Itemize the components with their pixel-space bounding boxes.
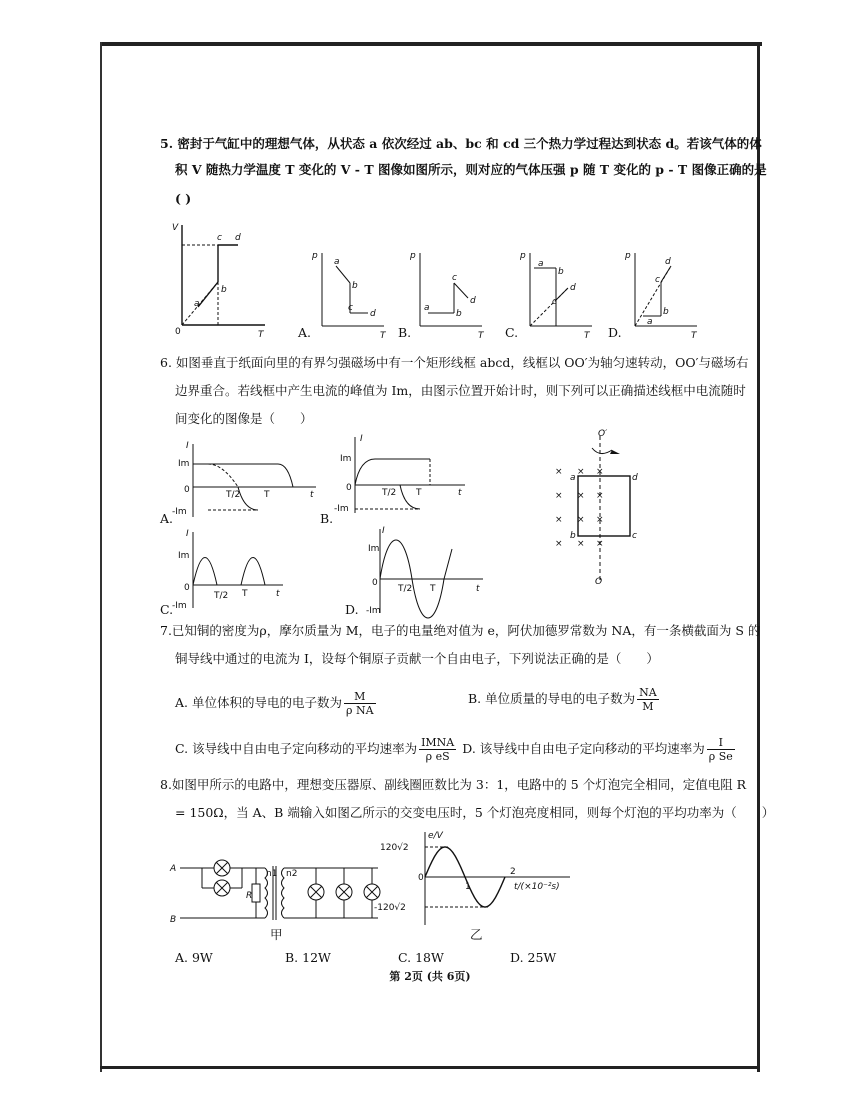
svg-text:b: b xyxy=(663,307,669,317)
svg-text:p: p xyxy=(312,251,318,261)
q7-option-d-text: D. 该导线中自由电子定向移动的平均速率为 xyxy=(462,741,705,756)
q7-option-b-denominator: M xyxy=(642,700,654,713)
q5-option-a-graph xyxy=(312,248,392,341)
svg-text:×: × xyxy=(577,467,585,477)
q7-option-c xyxy=(175,736,737,763)
svg-text:×: × xyxy=(596,539,604,549)
q6-option-d-graph xyxy=(368,527,488,617)
svg-text:I: I xyxy=(382,526,385,536)
svg-text:I: I xyxy=(186,529,189,539)
svg-text:T: T xyxy=(264,490,270,500)
svg-text:O: O xyxy=(595,577,603,587)
svg-text:d: d xyxy=(470,296,476,306)
svg-text:T: T xyxy=(380,331,386,341)
svg-text:×: × xyxy=(577,539,585,549)
q8-circuit-diagram xyxy=(170,850,390,930)
svg-text:0: 0 xyxy=(418,873,424,883)
svg-text:a: a xyxy=(570,473,576,483)
q7-option-c-denominator: ρ eS xyxy=(425,750,450,763)
svg-text:Im: Im xyxy=(178,459,190,469)
svg-text:-Im: -Im xyxy=(366,606,381,616)
svg-text:I: I xyxy=(360,434,363,444)
q7-option-a-fraction xyxy=(344,690,376,717)
svg-text:c: c xyxy=(348,303,353,313)
q5-option-c: C. xyxy=(505,325,519,340)
q8-option-a: A. 9W xyxy=(175,950,213,965)
q7-line1: 7.已知铜的密度为ρ，摩尔质量为 M，电子的电量绝对值为 e，阿伏加德罗常数为 NA，有一条横截面为 S 的 xyxy=(160,623,761,638)
svg-text:a: a xyxy=(538,259,544,269)
svg-text:-Im: -Im xyxy=(172,507,187,517)
svg-text:d: d xyxy=(570,283,576,293)
q8-wave-xtick-2: 2 xyxy=(510,867,516,877)
q8-option-b: B. 12W xyxy=(285,950,331,965)
q8-figure-a-caption: 甲 xyxy=(270,927,283,942)
svg-text:d: d xyxy=(235,233,241,243)
svg-text:Im: Im xyxy=(178,551,190,561)
q6-option-a-graph xyxy=(172,441,318,522)
q6-option-a: A. xyxy=(160,511,174,526)
svg-text:d: d xyxy=(665,257,671,267)
q7-option-a-denominator: ρ NA xyxy=(345,704,374,717)
svg-text:×: × xyxy=(596,467,604,477)
q6-option-c: C. xyxy=(160,602,174,617)
scan-edge-left xyxy=(100,42,102,1072)
svg-text:b: b xyxy=(558,267,564,277)
q6-coil-figure xyxy=(550,428,650,588)
q8-wave-ylabel: e/V xyxy=(428,831,443,841)
q7-option-d-denominator: ρ Se xyxy=(708,750,733,763)
q8-wave-xlabel: t/(×10⁻²s) xyxy=(514,882,560,892)
q5-line1: 5. 密封于气缸中的理想气体，从状态 a 依次经过 ab、bc 和 cd 三个热力学过程达到状态 d。若该气体的体 xyxy=(160,136,762,151)
q5-line3: ( ) xyxy=(175,191,192,206)
svg-text:d: d xyxy=(370,309,376,319)
q6-option-b: B. xyxy=(320,511,334,526)
svg-text:T: T xyxy=(691,331,697,341)
q7-option-b-fraction xyxy=(637,686,659,713)
svg-text:T: T xyxy=(430,584,436,594)
svg-text:n1: n1 xyxy=(266,869,278,879)
q8-wave-xtick-1: 1 xyxy=(465,882,471,892)
q7-option-b-numerator: NA xyxy=(639,686,657,699)
q7-option-c-numerator: IMNA xyxy=(421,736,455,749)
svg-text:a: a xyxy=(424,303,430,313)
svg-text:×: × xyxy=(577,515,585,525)
q7-option-d-fraction xyxy=(707,736,735,763)
svg-text:-Im: -Im xyxy=(334,504,349,514)
svg-text:×: × xyxy=(596,491,604,501)
scan-edge-top xyxy=(100,42,762,46)
svg-text:Im: Im xyxy=(368,544,380,554)
svg-text:0: 0 xyxy=(372,578,378,588)
svg-text:×: × xyxy=(555,491,563,501)
q8-line2: = 150Ω，当 A、B 端输入如图乙所示的交变电压时，5 个灯泡亮度相同，则每个灯泡的平均功率为（ ） xyxy=(175,805,775,820)
svg-text:t: t xyxy=(476,584,480,594)
svg-text:b: b xyxy=(221,285,227,295)
svg-text:Im: Im xyxy=(340,454,352,464)
svg-text:p: p xyxy=(520,251,526,261)
svg-text:B: B xyxy=(170,915,177,925)
q5-option-d: D. xyxy=(608,325,622,340)
svg-text:T/2: T/2 xyxy=(398,584,413,594)
q5-option-c-graph xyxy=(520,248,600,341)
svg-text:T/2: T/2 xyxy=(226,490,241,500)
svg-text:c: c xyxy=(452,273,457,283)
svg-text:T: T xyxy=(478,331,484,341)
svg-text:-Im: -Im xyxy=(172,601,187,611)
q6-option-d: D. xyxy=(345,602,359,617)
svg-text:c: c xyxy=(655,275,660,285)
q6-line3: 间变化的图像是（ ） xyxy=(175,411,313,426)
svg-text:R: R xyxy=(246,891,253,901)
q5-vt-graph xyxy=(170,220,270,340)
svg-text:c: c xyxy=(552,297,557,307)
svg-text:t: t xyxy=(276,589,280,599)
svg-text:0: 0 xyxy=(184,583,190,593)
q6-line1: 6. 如图垂直于纸面向里的有界匀强磁场中有一个矩形线框 abcd，线框以 OO′为轴匀速转动，OO′与磁场右 xyxy=(160,355,749,370)
q7-option-b-text: B. 单位质量的导电的电子数为 xyxy=(468,691,636,706)
svg-text:0: 0 xyxy=(346,483,352,493)
q8-wave-ytick-top: 120√2 xyxy=(380,843,409,853)
svg-text:V: V xyxy=(172,223,179,233)
q7-option-b xyxy=(468,686,661,713)
svg-text:d: d xyxy=(632,473,638,483)
q8-line1: 8.如图甲所示的电路中，理想变压器原、副线圈匝数比为 3：1，电路中的 5 个灯泡完全相同，定值电阻 R xyxy=(160,777,747,792)
q6-option-b-graph xyxy=(334,434,470,515)
svg-text:n2: n2 xyxy=(286,869,298,879)
svg-text:T: T xyxy=(584,331,590,341)
q5-option-b-graph xyxy=(410,248,490,341)
svg-text:b: b xyxy=(570,531,576,541)
svg-text:I: I xyxy=(186,441,189,451)
svg-text:O′: O′ xyxy=(598,429,608,439)
svg-text:A: A xyxy=(170,864,177,874)
q8-wave-ytick-bottom: -120√2 xyxy=(374,903,406,913)
scan-edge-bottom xyxy=(100,1066,760,1069)
svg-text:b: b xyxy=(352,281,358,291)
q5-option-b: B. xyxy=(398,325,412,340)
svg-text:T/2: T/2 xyxy=(382,488,397,498)
svg-text:c: c xyxy=(217,233,222,243)
q7-line2: 铜导线中通过的电流为 I，设每个铜原子贡献一个自由电子，下列说法正确的是（ ） xyxy=(175,651,659,666)
q8-figure-b-caption: 乙 xyxy=(470,927,483,942)
q5-option-d-graph xyxy=(625,248,705,341)
svg-text:0: 0 xyxy=(175,327,181,337)
svg-text:t: t xyxy=(458,488,462,498)
svg-text:T/2: T/2 xyxy=(214,591,229,601)
svg-text:0: 0 xyxy=(184,485,190,495)
q7-option-c-text: C. 该导线中自由电子定向移动的平均速率为 xyxy=(175,741,418,756)
q6-line2: 边界重合。若线框中产生电流的峰值为 Im，由图示位置开始计时，则下列可以正确描述线框中电流随时 xyxy=(175,383,746,398)
q7-option-a-text: A. 单位体积的导电的电子数为 xyxy=(175,695,342,710)
svg-text:×: × xyxy=(577,491,585,501)
svg-text:t: t xyxy=(310,490,314,500)
svg-text:×: × xyxy=(555,515,563,525)
q7-option-d-numerator: I xyxy=(707,736,735,750)
svg-text:×: × xyxy=(555,539,563,549)
q5-option-a: A. xyxy=(298,325,312,340)
q6-option-c-graph xyxy=(172,529,288,611)
page-footer: 第 2页 (共 6页) xyxy=(389,970,471,983)
q8-option-c: C. 18W xyxy=(398,950,444,965)
svg-text:b: b xyxy=(456,309,462,319)
q7-option-a-numerator: M xyxy=(344,690,376,704)
svg-text:p: p xyxy=(410,251,416,261)
scan-edge-right xyxy=(757,42,760,1072)
q8-option-d: D. 25W xyxy=(510,950,557,965)
q5-line2: 积 V 随热力学温度 T 变化的 V - T 图像如图所示，则对应的气体压强 p 随 T 变化的 p - T 图像正确的是 xyxy=(175,162,767,177)
svg-text:T: T xyxy=(242,589,248,599)
svg-text:a: a xyxy=(194,299,200,309)
q7-option-c-fraction xyxy=(419,736,456,763)
svg-text:a: a xyxy=(334,257,340,267)
svg-text:p: p xyxy=(625,251,631,261)
q7-option-a xyxy=(175,690,378,717)
svg-text:T: T xyxy=(258,330,264,340)
svg-text:×: × xyxy=(555,467,563,477)
svg-text:c: c xyxy=(632,531,637,541)
svg-text:a: a xyxy=(647,317,653,327)
svg-text:T: T xyxy=(416,488,422,498)
svg-text:×: × xyxy=(596,515,604,525)
q8-waveform-graph xyxy=(374,830,580,930)
